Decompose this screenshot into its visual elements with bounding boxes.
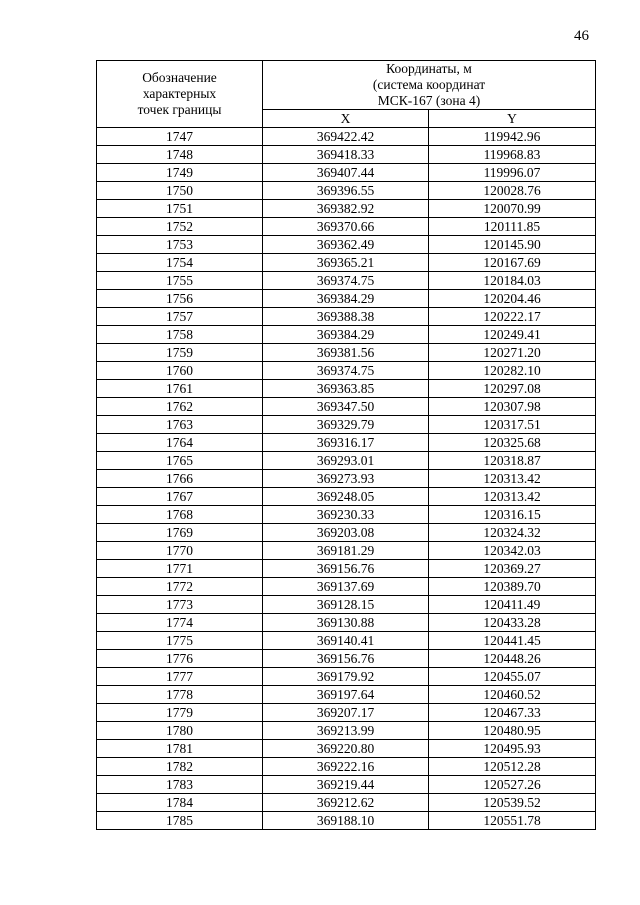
y-coordinate-cell: 120313.42 xyxy=(429,488,596,506)
table-row xyxy=(97,596,596,614)
point-id-cell: 1747 xyxy=(97,128,263,146)
x-coordinate-cell: 369362.49 xyxy=(263,236,429,254)
point-id-cell: 1765 xyxy=(97,452,263,470)
table-row xyxy=(97,668,596,686)
point-id-cell: 1751 xyxy=(97,200,263,218)
table-row xyxy=(97,272,596,290)
y-coordinate-cell: 120307.98 xyxy=(429,398,596,416)
x-coordinate-cell: 369418.33 xyxy=(263,146,429,164)
x-coordinate-cell: 369197.64 xyxy=(263,686,429,704)
y-coordinate-cell: 120495.93 xyxy=(429,740,596,758)
table-row xyxy=(97,722,596,740)
y-coordinate-cell: 120539.52 xyxy=(429,794,596,812)
point-id-cell: 1766 xyxy=(97,470,263,488)
header-coords-line-2: (система координат xyxy=(372,77,486,92)
table-row xyxy=(97,164,596,182)
y-coordinate-cell: 120480.95 xyxy=(429,722,596,740)
y-coordinate-cell: 120222.17 xyxy=(429,308,596,326)
point-id-cell: 1780 xyxy=(97,722,263,740)
point-id-cell: 1752 xyxy=(97,218,263,236)
table-row xyxy=(97,650,596,668)
y-coordinate-cell: 120167.69 xyxy=(429,254,596,272)
point-id-cell: 1749 xyxy=(97,164,263,182)
x-coordinate-cell: 369188.10 xyxy=(263,812,429,830)
coordinates-table xyxy=(96,60,596,830)
y-coordinate-cell: 120204.46 xyxy=(429,290,596,308)
table-row xyxy=(97,344,596,362)
x-coordinate-cell: 369273.93 xyxy=(263,470,429,488)
point-id-cell: 1748 xyxy=(97,146,263,164)
point-id-cell: 1755 xyxy=(97,272,263,290)
table-row xyxy=(97,704,596,722)
x-coordinate-cell: 369374.75 xyxy=(263,272,429,290)
x-coordinate-cell: 369181.29 xyxy=(263,542,429,560)
point-id-cell: 1775 xyxy=(97,632,263,650)
point-id-cell: 1770 xyxy=(97,542,263,560)
table-row xyxy=(97,182,596,200)
point-id-cell: 1753 xyxy=(97,236,263,254)
y-coordinate-cell: 120184.03 xyxy=(429,272,596,290)
point-id-cell: 1777 xyxy=(97,668,263,686)
table-row xyxy=(97,290,596,308)
header-x: X xyxy=(263,110,429,128)
table-row xyxy=(97,506,596,524)
x-coordinate-cell: 369220.80 xyxy=(263,740,429,758)
point-id-cell: 1783 xyxy=(97,776,263,794)
point-id-cell: 1785 xyxy=(97,812,263,830)
table-row xyxy=(97,614,596,632)
point-id-cell: 1782 xyxy=(97,758,263,776)
header-y: Y xyxy=(429,110,596,128)
y-coordinate-cell: 119968.83 xyxy=(429,146,596,164)
x-coordinate-cell: 369374.75 xyxy=(263,362,429,380)
y-coordinate-cell: 120460.52 xyxy=(429,686,596,704)
point-id-cell: 1757 xyxy=(97,308,263,326)
table-row xyxy=(97,470,596,488)
y-coordinate-cell: 120316.15 xyxy=(429,506,596,524)
point-id-cell: 1762 xyxy=(97,398,263,416)
point-id-cell: 1781 xyxy=(97,740,263,758)
header-coords-line-3: МСК-167 (зона 4) xyxy=(377,93,481,108)
table-row xyxy=(97,560,596,578)
x-coordinate-cell: 369130.88 xyxy=(263,614,429,632)
y-coordinate-cell: 120512.28 xyxy=(429,758,596,776)
header-coords-line-1: Координаты, м xyxy=(386,61,472,76)
y-coordinate-cell: 119996.07 xyxy=(429,164,596,182)
y-coordinate-cell: 120527.26 xyxy=(429,776,596,794)
y-coordinate-cell: 120455.07 xyxy=(429,668,596,686)
x-coordinate-cell: 369207.17 xyxy=(263,704,429,722)
point-id-cell: 1750 xyxy=(97,182,263,200)
header-name-line-1: Обозначение xyxy=(142,70,217,85)
x-coordinate-cell: 369156.76 xyxy=(263,650,429,668)
point-id-cell: 1768 xyxy=(97,506,263,524)
x-coordinate-cell: 369128.15 xyxy=(263,596,429,614)
x-coordinate-cell: 369388.38 xyxy=(263,308,429,326)
point-id-cell: 1754 xyxy=(97,254,263,272)
x-coordinate-cell: 369248.05 xyxy=(263,488,429,506)
point-id-cell: 1771 xyxy=(97,560,263,578)
x-coordinate-cell: 369396.55 xyxy=(263,182,429,200)
table-row xyxy=(97,218,596,236)
table-row xyxy=(97,794,596,812)
x-coordinate-cell: 369156.76 xyxy=(263,560,429,578)
table-row xyxy=(97,776,596,794)
y-coordinate-cell: 120342.03 xyxy=(429,542,596,560)
y-coordinate-cell: 120551.78 xyxy=(429,812,596,830)
point-id-cell: 1761 xyxy=(97,380,263,398)
table-row xyxy=(97,146,596,164)
header-name-line-2: характерных xyxy=(142,86,217,101)
y-coordinate-cell: 120111.85 xyxy=(429,218,596,236)
table-row xyxy=(97,812,596,830)
x-coordinate-cell: 369137.69 xyxy=(263,578,429,596)
x-coordinate-cell: 369316.17 xyxy=(263,434,429,452)
y-coordinate-cell: 120145.90 xyxy=(429,236,596,254)
y-coordinate-cell: 120325.68 xyxy=(429,434,596,452)
x-coordinate-cell: 369140.41 xyxy=(263,632,429,650)
x-coordinate-cell: 369293.01 xyxy=(263,452,429,470)
point-id-cell: 1774 xyxy=(97,614,263,632)
y-coordinate-cell: 120282.10 xyxy=(429,362,596,380)
x-coordinate-cell: 369230.33 xyxy=(263,506,429,524)
x-coordinate-cell: 369347.50 xyxy=(263,398,429,416)
point-id-cell: 1769 xyxy=(97,524,263,542)
table-row xyxy=(97,542,596,560)
x-coordinate-cell: 369329.79 xyxy=(263,416,429,434)
y-coordinate-cell: 120318.87 xyxy=(429,452,596,470)
point-id-cell: 1759 xyxy=(97,344,263,362)
y-coordinate-cell: 120448.26 xyxy=(429,650,596,668)
point-id-cell: 1758 xyxy=(97,326,263,344)
y-coordinate-cell: 120317.51 xyxy=(429,416,596,434)
page-number: 46 xyxy=(574,28,589,44)
table-row xyxy=(97,416,596,434)
x-coordinate-cell: 369222.16 xyxy=(263,758,429,776)
table-row xyxy=(97,686,596,704)
x-coordinate-cell: 369179.92 xyxy=(263,668,429,686)
x-coordinate-cell: 369382.92 xyxy=(263,200,429,218)
y-coordinate-cell: 120249.41 xyxy=(429,326,596,344)
x-coordinate-cell: 369370.66 xyxy=(263,218,429,236)
x-coordinate-cell: 369365.21 xyxy=(263,254,429,272)
x-coordinate-cell: 369422.42 xyxy=(263,128,429,146)
table-row xyxy=(97,488,596,506)
point-id-cell: 1763 xyxy=(97,416,263,434)
table-row xyxy=(97,398,596,416)
y-coordinate-cell: 120070.99 xyxy=(429,200,596,218)
point-id-cell: 1773 xyxy=(97,596,263,614)
point-id-cell: 1784 xyxy=(97,794,263,812)
point-id-cell: 1779 xyxy=(97,704,263,722)
point-id-cell: 1776 xyxy=(97,650,263,668)
point-id-cell: 1764 xyxy=(97,434,263,452)
x-coordinate-cell: 369407.44 xyxy=(263,164,429,182)
table-row xyxy=(97,254,596,272)
y-coordinate-cell: 120411.49 xyxy=(429,596,596,614)
y-coordinate-cell: 120271.20 xyxy=(429,344,596,362)
table-row xyxy=(97,128,596,146)
table-row xyxy=(97,524,596,542)
y-coordinate-cell: 120324.32 xyxy=(429,524,596,542)
header-row xyxy=(97,61,596,110)
table-row xyxy=(97,380,596,398)
x-coordinate-cell: 369363.85 xyxy=(263,380,429,398)
point-id-cell: 1772 xyxy=(97,578,263,596)
point-id-cell: 1756 xyxy=(97,290,263,308)
x-coordinate-cell: 369212.62 xyxy=(263,794,429,812)
table-row xyxy=(97,326,596,344)
table-body xyxy=(97,128,596,830)
header-coordinates xyxy=(263,61,596,110)
table-row xyxy=(97,758,596,776)
y-coordinate-cell: 119942.96 xyxy=(429,128,596,146)
header-name-line-3: точек границы xyxy=(137,102,222,117)
y-coordinate-cell: 120313.42 xyxy=(429,470,596,488)
table-row xyxy=(97,740,596,758)
y-coordinate-cell: 120467.33 xyxy=(429,704,596,722)
header-point-designation xyxy=(97,61,263,128)
y-coordinate-cell: 120389.70 xyxy=(429,578,596,596)
y-coordinate-cell: 120441.45 xyxy=(429,632,596,650)
y-coordinate-cell: 120297.08 xyxy=(429,380,596,398)
table-row xyxy=(97,632,596,650)
x-coordinate-cell: 369213.99 xyxy=(263,722,429,740)
point-id-cell: 1778 xyxy=(97,686,263,704)
table-row xyxy=(97,578,596,596)
x-coordinate-cell: 369384.29 xyxy=(263,326,429,344)
point-id-cell: 1767 xyxy=(97,488,263,506)
table-row xyxy=(97,236,596,254)
x-coordinate-cell: 369219.44 xyxy=(263,776,429,794)
y-coordinate-cell: 120028.76 xyxy=(429,182,596,200)
x-coordinate-cell: 369203.08 xyxy=(263,524,429,542)
point-id-cell: 1760 xyxy=(97,362,263,380)
x-coordinate-cell: 369384.29 xyxy=(263,290,429,308)
x-coordinate-cell: 369381.56 xyxy=(263,344,429,362)
y-coordinate-cell: 120369.27 xyxy=(429,560,596,578)
table-row xyxy=(97,452,596,470)
y-coordinate-cell: 120433.28 xyxy=(429,614,596,632)
table-row xyxy=(97,308,596,326)
table-row xyxy=(97,362,596,380)
table-row xyxy=(97,200,596,218)
table-row xyxy=(97,434,596,452)
